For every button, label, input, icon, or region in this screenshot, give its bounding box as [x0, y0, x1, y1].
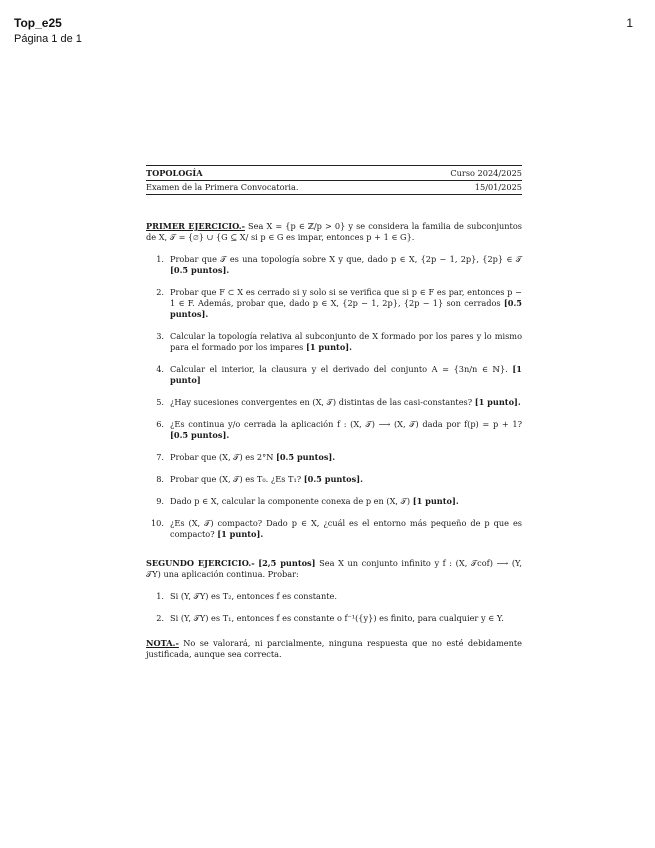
- exercise-2-title: SEGUNDO EJERCICIO.-: [146, 558, 255, 568]
- item-number: 2.: [156, 287, 164, 297]
- item-text: Calcular la topología relativa al subconjunto de X formado por los pares y lo mismo para el formado por los impares: [170, 331, 522, 352]
- list-item: [146, 518, 522, 540]
- item-text: ¿Es (X, 𝒯) compacto? Dado p ∈ X, ¿cuál es el entorno más pequeño de p que es compacto?: [170, 518, 522, 539]
- item-text: Probar que (X, 𝒯) es T₀. ¿Es T₁?: [170, 474, 302, 484]
- item-number: 5.: [156, 397, 164, 407]
- item-points: [1 punto].: [412, 496, 459, 506]
- exam-subject: TOPOLOGÍA: [146, 168, 203, 178]
- item-text: Si (Y, 𝒯Y) es T₁, entonces f es constante o f⁻¹({y}) es finito, para cualquier y ∈ Y.: [170, 613, 504, 623]
- item-text-block: [170, 613, 522, 624]
- item-number: 1.: [156, 591, 164, 601]
- item-text: Probar que 𝒯 es una topología sobre X y que, dado p ∈ X, {2p − 1, 2p}, {2p} ∈ 𝒯: [170, 254, 522, 264]
- item-text: Dado p ∈ X, calcular la componente conexa de p en (X, 𝒯): [170, 496, 411, 506]
- list-item: [146, 397, 522, 408]
- item-text-block: [170, 254, 522, 276]
- exercise-1-intro: Sea X = {p ∈ ℤ/p > 0} y se considera la familia de subconjuntos de X, 𝒯 = {∅} ∪ {G ⊆ X/ si p ∈ G es impar, entonces p + 1 ∈ G}.: [146, 221, 522, 242]
- item-number: 1.: [156, 254, 164, 264]
- exam-note: [146, 638, 522, 660]
- item-points: [0.5 puntos].: [303, 474, 363, 484]
- item-number: 7.: [156, 452, 164, 462]
- item-text-block: [170, 474, 522, 485]
- exercise-1-title: PRIMER EJERCICIO.-: [146, 221, 245, 231]
- item-number: 10.: [150, 518, 164, 528]
- item-number: 8.: [156, 474, 164, 484]
- note-text: No se valorará, ni parcialmente, ninguna respuesta que no esté debidamente justificada, aunque sea correcta.: [146, 638, 522, 659]
- exercise-2: [146, 558, 522, 624]
- item-text-block: [170, 496, 522, 507]
- exercise-2-intro: Sea X un conjunto infinito y f : (X, 𝒯cof) ⟶ (Y, 𝒯Y) una aplicación continua. Probar:: [146, 558, 522, 579]
- list-item: [146, 331, 522, 353]
- item-points: [1 punto].: [217, 529, 264, 539]
- item-number: 2.: [156, 613, 164, 623]
- item-points: [0.5 puntos].: [170, 298, 522, 319]
- item-points: [1 punto]: [170, 364, 522, 385]
- item-text-block: [170, 452, 522, 463]
- item-text: Calcular el interior, la clausura y el derivado del conjunto A = {3n/n ∈ ℕ}.: [170, 364, 508, 374]
- list-item: [146, 452, 522, 463]
- item-number: 3.: [156, 331, 164, 341]
- list-item: [146, 254, 522, 276]
- item-text: ¿Hay sucesiones convergentes en (X, 𝒯) distintas de las casi-constantes?: [170, 397, 473, 407]
- exam-course: Curso 2024/2025: [450, 168, 522, 178]
- item-points: [0.5 puntos].: [170, 430, 230, 440]
- exam-header-bottom: [146, 181, 522, 195]
- list-item: [146, 287, 522, 320]
- viewer-page-count: Página 1 de 1: [14, 33, 82, 45]
- item-text: ¿Es continua y/o cerrada la aplicación f : (X, 𝒯) ⟶ (X, 𝒯) dada por f(p) = p + 1?: [170, 419, 522, 429]
- exam-header-top: [146, 165, 522, 181]
- list-item: [146, 613, 522, 624]
- item-text-block: [170, 518, 522, 540]
- exam-type: Examen de la Primera Convocatoria.: [146, 182, 299, 192]
- item-text-block: [170, 364, 522, 386]
- item-text-block: [170, 419, 522, 441]
- item-number: 9.: [156, 496, 164, 506]
- item-points: [0.5 puntos].: [170, 265, 230, 275]
- list-item: [146, 496, 522, 507]
- exercise-2-points: [2,5 puntos]: [258, 558, 316, 568]
- list-item: [146, 364, 522, 386]
- viewer-title: Top_e25: [14, 16, 62, 30]
- exam-date: 15/01/2025: [474, 182, 522, 192]
- item-number: 4.: [156, 364, 164, 374]
- list-item: [146, 474, 522, 485]
- item-points: [1 punto].: [474, 397, 521, 407]
- note-label: NOTA.-: [146, 638, 179, 648]
- item-text-block: [170, 591, 522, 602]
- item-text: Probar que F ⊂ X es cerrado si y solo si se verifica que si p ∈ F es par, entonces p − 1 ∈ F. Además, probar que, dado p ∈ X, {2p − 1, 2p}, {2p − 1} son cerrados: [170, 287, 522, 308]
- item-text: Si (Y, 𝒯Y) es T₂, entonces f es constante.: [170, 591, 337, 601]
- list-item: [146, 419, 522, 441]
- item-text: Probar que (X, 𝒯) es 2°N: [170, 452, 274, 462]
- viewer-page-number: 1: [626, 16, 633, 30]
- item-text-block: [170, 287, 522, 320]
- item-text-block: [170, 397, 522, 408]
- exercise-1-items: [146, 254, 522, 540]
- list-item: [146, 591, 522, 602]
- exercise-2-items: [146, 591, 522, 624]
- exercise-1: [146, 221, 522, 540]
- item-number: 6.: [156, 419, 164, 429]
- exam-page: [146, 165, 522, 660]
- item-text-block: [170, 331, 522, 353]
- item-points: [1 punto].: [306, 342, 353, 352]
- item-points: [0.5 puntos].: [275, 452, 336, 462]
